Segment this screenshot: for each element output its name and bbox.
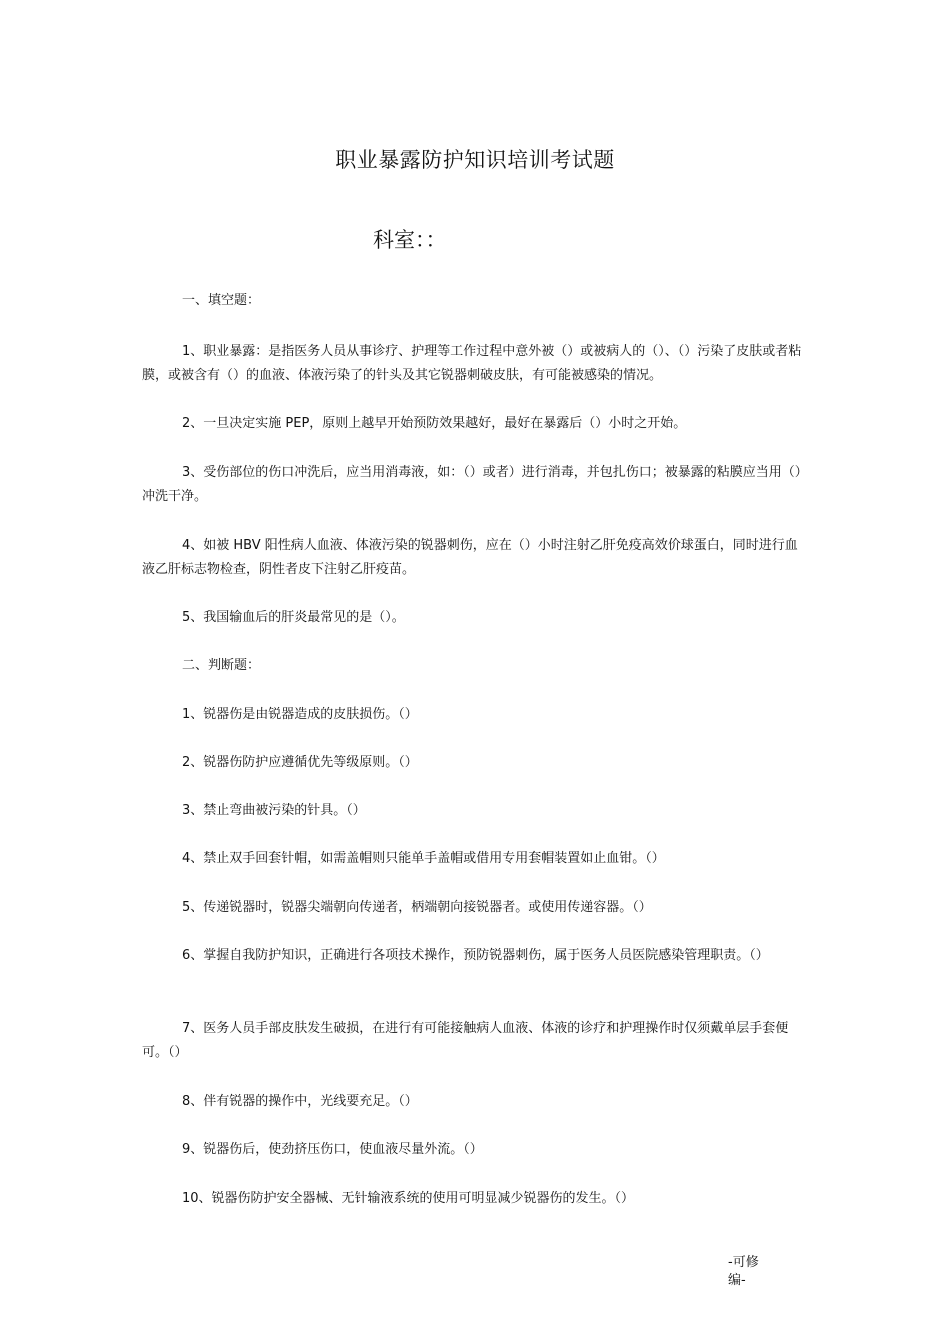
- question-item: 10、锐器伤防护安全器械、无针输液系统的使用可明显减少锐器伤的发生。（）: [182, 1191, 635, 1206]
- question-item: 5、我国输血后的肝炎最常见的是（）。: [182, 610, 405, 625]
- question-item: 4、如被 HBV 阳性病人血液、体液污染的锐器刺伤，应在（）小时注射乙肝免疫高效价球蛋白，同时进行血液乙肝标志物检查，阴性者皮下注射乙肝疫苗。: [142, 538, 798, 577]
- question-item: 4、禁止双手回套针帽，如需盖帽则只能单手盖帽或借用专用套帽装置如止血钳。（）: [182, 851, 665, 866]
- question-item: 1、职业暴露：是指医务人员从事诊疗、护理等工作过程中意外被（）或被病人的（）、（）污染了皮肤或者粘膜，或被含有（）的血液、体液污染了的针头及其它锐器刺破皮肤，有可能被感染的情况。: [142, 344, 802, 383]
- section-heading-fill-in: 一、填空题：: [182, 293, 261, 308]
- section-heading-true-false: 二、判断题：: [182, 658, 261, 673]
- question-item: 2、一旦决定实施 PEP，原则上越早开始预防效果越好，最好在暴露后（）小时之开始。: [182, 416, 687, 431]
- footer-line: 编-: [728, 1273, 746, 1288]
- question-item: 3、受伤部位的伤口冲洗后，应当用消毒液，如：（）或者）进行消毒，并包扎伤口；被暴露的粘膜应当用（）冲洗干净。: [142, 465, 802, 504]
- question-item: 1、锐器伤是由锐器造成的皮肤损伤。（）: [182, 707, 418, 722]
- department-label: 科室：：: [373, 228, 447, 252]
- question-item: 2、锐器伤防护应遵循优先等级原则。（）: [182, 755, 418, 770]
- question-item: 8、伴有锐器的操作中，光线要充足。（）: [182, 1094, 418, 1109]
- question-item: 5、传递锐器时，锐器尖端朝向传递者，柄端朝向接锐器者。或使用传递容器。（）: [182, 900, 652, 915]
- footer-line: -可修: [728, 1255, 759, 1270]
- question-item: 6、掌握自我防护知识，正确进行各项技术操作，预防锐器刺伤，属于医务人员医院感染管理职责。（）: [182, 948, 769, 963]
- page-footer: [728, 1254, 759, 1290]
- question-item: 3、禁止弯曲被污染的针具。（）: [182, 803, 366, 818]
- question-item: 7、医务人员手部皮肤发生破损，在进行有可能接触病人血液、体液的诊疗和护理操作时仅须戴单层手套便可。（）: [142, 1021, 789, 1060]
- question-item: 9、锐器伤后，使劲挤压伤口，使血液尽量外流。（）: [182, 1142, 483, 1157]
- page-title: 职业暴露防护知识培训考试题: [335, 148, 615, 172]
